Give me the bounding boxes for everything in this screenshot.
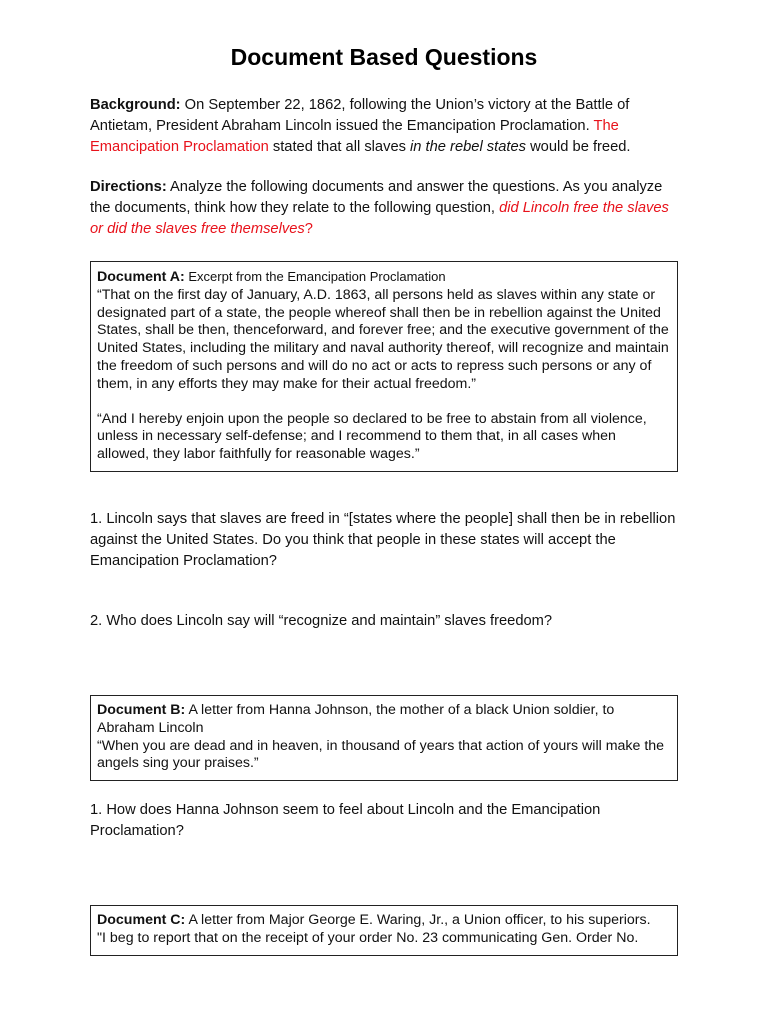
question-b-1: 1. How does Hanna Johnson seem to feel about Lincoln and the Emancipation Proclamation?	[90, 802, 601, 839]
document-b-quote: “When you are dead and in heaven, in thousand of years that action of yours will make the angels sing your praises.”	[97, 737, 665, 772]
document-c-box	[90, 905, 678, 956]
background-italic-text: in the rebel states	[410, 138, 526, 155]
document-a-paragraph-1: “That on the first day of January, A.D. 1863, all persons held as slaves within any state or designated part of a state, the people whereof shall then be in rebellion against the United States, shall be then, thenceforward, and forever free; and the executive government of the United States, including the military and naval authority thereof, will recognize and maintain the freedom of such persons and will do no act or acts to repress such persons or any of them, in any efforts they may make for their actual freedom.”	[97, 286, 669, 392]
document-c-heading	[97, 912, 671, 930]
document-b-label: Document B:	[97, 702, 186, 718]
directions-text: Analyze the following documents and answer the questions. As you analyze the documents, think how they relate to the following question,	[90, 179, 663, 216]
document-c-label: Document C:	[97, 912, 186, 928]
document-b-heading	[97, 702, 671, 738]
page-title: Document Based Questions	[230, 44, 538, 70]
document-b-subtitle: A letter from Hanna Johnson, the mother of a black Union soldier, to Abraham Lincoln	[97, 702, 615, 736]
directions-paragraph	[90, 177, 676, 239]
document-a-paragraph-2: “And I hereby enjoin upon the people so declared to be free to abstain from all violence, unless in necessary self-defense; and I recommend to them that, in all cases when allowed, they labor faithfully for reasonable wages.”	[97, 410, 647, 463]
document-a-subtitle: Excerpt from the Emancipation Proclamation	[184, 269, 446, 284]
background-text-1: On September 22, 1862, following the Union’s victory at the Battle of Antietam, President Abraham Lincoln issued the Emancipation Proclamation.	[90, 97, 630, 134]
background-label: Background:	[90, 97, 181, 113]
background-text-3: would be freed.	[525, 138, 631, 155]
question-a-2: 2. Who does Lincoln say will “recognize and maintain” slaves freedom?	[90, 613, 553, 629]
background-paragraph	[90, 95, 676, 157]
directions-question: did Lincoln free the slaves or did the slaves free themselves	[90, 199, 669, 237]
background-red-text: The Emancipation Proclamation	[90, 117, 619, 155]
document-a-heading	[97, 268, 671, 287]
directions-label: Directions:	[90, 179, 167, 195]
document-c-quote: "I beg to report that on the receipt of your order No. 23 communicating Gen. Order No.	[97, 929, 639, 946]
question-a-1: 1. Lincoln says that slaves are freed in “[states where the people] shall then be in rebellion against the United States. Do you think that people in these states will accept the Emancipation Proclamation?	[90, 511, 676, 569]
directions-question-mark: ?	[304, 220, 313, 237]
background-text-2: stated that all slaves	[268, 138, 411, 155]
document-b-box	[90, 695, 678, 781]
document-a-label: Document A:	[97, 269, 185, 285]
document-a-box	[90, 261, 678, 472]
document-c-subtitle: A letter from Major George E. Waring, Jr., a Union officer, to his superiors.	[185, 912, 651, 928]
